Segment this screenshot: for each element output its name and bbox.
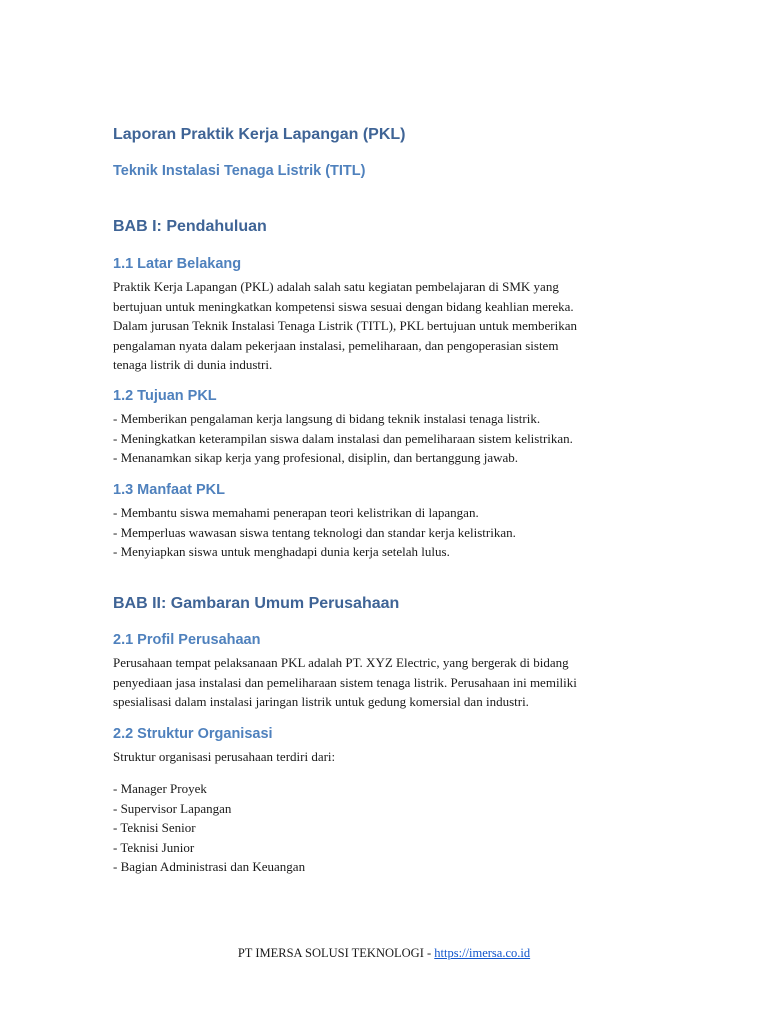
struktur-intro: Struktur organisasi perusahaan terdiri dari:	[113, 749, 336, 764]
page-footer	[0, 946, 768, 961]
list-item: - Menyiapkan siswa untuk menghadapi dunia kerja setelah lulus.	[113, 544, 450, 559]
paragraph-line: Praktik Kerja Lapangan (PKL) adalah salah satu kegiatan pembelajaran di SMK yang	[113, 279, 559, 294]
paragraph-line: tenaga listrik di dunia industri.	[113, 357, 273, 372]
paragraph-line: Perusahaan tempat pelaksanaan PKL adalah PT. XYZ Electric, yang bergerak di bidang	[113, 655, 569, 670]
footer-website-link[interactable]: https://imersa.co.id	[434, 946, 531, 960]
document-subtitle: Teknik Instalasi Tenaga Listrik (TITL)	[113, 163, 366, 179]
list-item: - Menanamkan sikap kerja yang profesional, disiplin, dan bertanggung jawab.	[113, 450, 519, 465]
footer-company-text: PT IMERSA SOLUSI TEKNOLOGI -	[237, 946, 435, 960]
bab2-heading: BAB II: Gambaran Umum Perusahaan	[113, 595, 400, 612]
list-item: - Supervisor Lapangan	[113, 800, 232, 816]
list-item: - Membantu siswa memahami penerapan teori kelistrikan di lapangan.	[113, 505, 479, 520]
list-item: - Manager Proyek	[113, 781, 207, 796]
list-item: - Teknisi Senior	[113, 820, 196, 835]
list-item: - Memberikan pengalaman kerja langsung di bidang teknik instalasi tenaga listrik.	[113, 411, 541, 426]
tujuan-heading: 1.2 Tujuan PKL	[113, 388, 217, 404]
list-item: - Meningkatkan keterampilan siswa dalam instalasi dan pemeliharaan sistem kelistrikan.	[113, 430, 573, 446]
paragraph-line: spesialisasi dalam instalasi jaringan listrik untuk gedung komersial dan industri.	[113, 694, 529, 709]
paragraph-line: penyediaan jasa instalasi dan pemeliharaan sistem tenaga listrik. Perusahaan ini memiliki	[113, 674, 577, 690]
tujuan-list	[113, 409, 573, 468]
document-title: Laporan Praktik Kerja Lapangan (PKL)	[113, 126, 406, 143]
manfaat-heading: 1.3 Manfaat PKL	[113, 482, 225, 498]
paragraph-line: Dalam jurusan Teknik Instalasi Tenaga Listrik (TITL), PKL bertujuan untuk memberikan	[113, 318, 578, 333]
manfaat-list	[113, 503, 516, 562]
struktur-heading: 2.2 Struktur Organisasi	[113, 726, 273, 742]
list-item: - Bagian Administrasi dan Keuangan	[113, 859, 306, 874]
struktur-list	[113, 779, 305, 877]
profil-paragraph	[113, 653, 577, 712]
list-item: - Memperluas wawasan siswa tentang teknologi dan standar kerja kelistrikan.	[113, 524, 516, 540]
paragraph-line: pengalaman nyata dalam pekerjaan instalasi, pemeliharaan, dan pengoperasian sistem	[113, 337, 559, 353]
latar-belakang-heading: 1.1 Latar Belakang	[113, 256, 242, 272]
list-item: - Teknisi Junior	[113, 839, 195, 855]
paragraph-line: bertujuan untuk meningkatkan kompetensi siswa sesuai dengan bidang keahlian mereka.	[113, 298, 574, 314]
bab1-heading: BAB I: Pendahuluan	[113, 218, 267, 235]
latar-belakang-paragraph	[113, 277, 577, 375]
profil-heading: 2.1 Profil Perusahaan	[113, 632, 261, 648]
